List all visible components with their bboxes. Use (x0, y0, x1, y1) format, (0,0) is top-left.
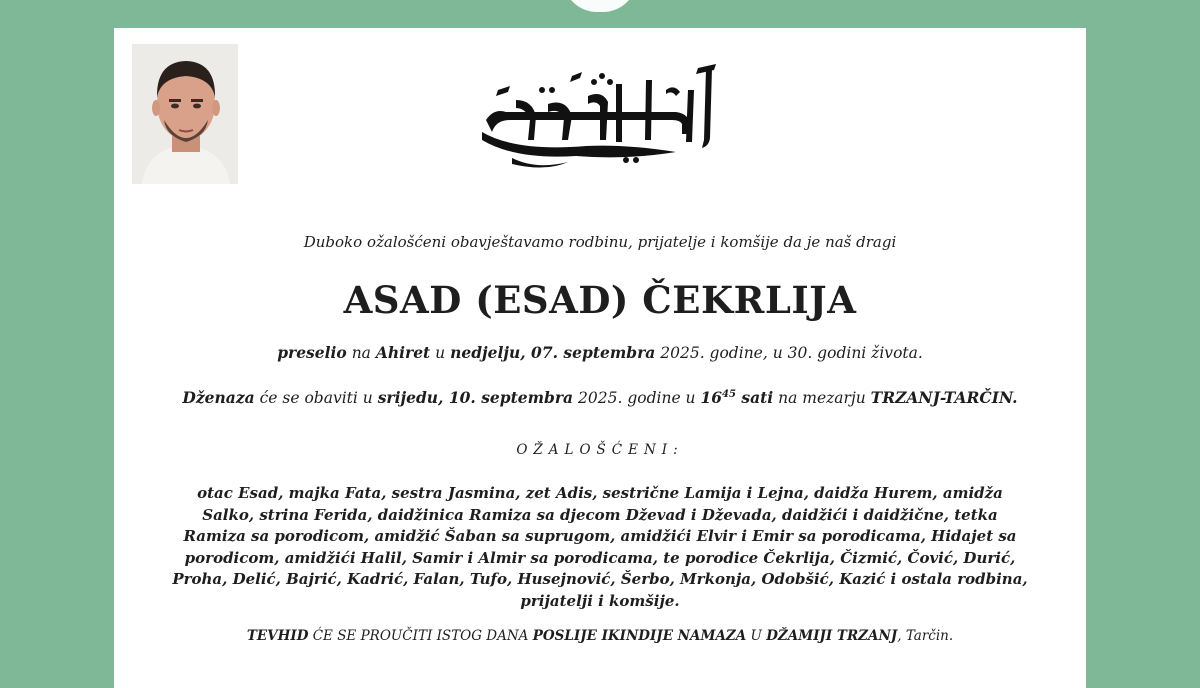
funeral-minutes: 45 (722, 388, 736, 400)
tevhid-label: TEVHID (246, 628, 309, 644)
mourners-line: prijatelji i komšije. (520, 591, 680, 610)
tevhid-text-2: U (746, 628, 767, 644)
funeral-text-1: će se obaviti u (254, 389, 378, 407)
funeral-sati: sati (735, 388, 774, 407)
funeral-place: TRZANJ-TARČIN. (870, 388, 1018, 407)
tevhid-text-1: ĆE SE PROUČITI ISTOG DANA (308, 628, 533, 644)
mourners-line: Salko, strina Ferida, daidžinica Ramiza sa djecom Dževad i Dževada, daidžići i daidžične, tetka (202, 505, 998, 524)
passing-ahiret: Ahiret (375, 343, 431, 362)
mourners-list (142, 483, 1058, 613)
mourners-line: otac Esad, majka Fata, sestra Jasmina, zet Adis, sestrične Lamija i Lejna, daidža Hurem, amidža (197, 484, 1003, 502)
tevhid-mosque: DŽAMIJI TRZANJ (766, 628, 898, 644)
passing-text-3: 2025. godine, u 30. godini života. (655, 344, 923, 362)
obituary-card (114, 28, 1086, 688)
arabic-calligraphy (476, 60, 726, 172)
funeral-date: srijedu, 10. septembra (377, 388, 574, 407)
intro-text: Duboko ožalošćeni obavještavamo rodbinu, prijatelje i komšije da je naš dragi (303, 233, 897, 251)
passing-date: nedjelju, 07. septembra (450, 343, 656, 362)
tevhid-line (114, 628, 1086, 644)
portrait-photo-icon (132, 44, 238, 184)
tevhid-text-3: , Tarčin. (897, 628, 954, 644)
funeral-hour: 16 (700, 388, 723, 407)
calligraphy-graphic (476, 60, 726, 172)
mourners-line: Proha, Delić, Bajrić, Kadrić, Falan, Tufo, Husejnović, Šerbo, Mrkonja, Odobšić, Kazić i ostala rodbina, (172, 570, 1028, 589)
top-emblem (563, 0, 637, 12)
mourners-heading: OŽALOŠĆENI: (516, 442, 684, 458)
passing-date-line (114, 343, 1086, 362)
deceased-name: ASAD (ESAD) ČEKRLIJA (343, 278, 857, 322)
deceased-photo (132, 44, 238, 184)
passing-text-1: na (346, 344, 376, 362)
tevhid-time: POSLIJE IKINDIJE NAMAZA (532, 628, 747, 644)
funeral-text-2: 2025. godine u (573, 389, 701, 407)
passing-verb: preselio (277, 343, 347, 362)
funeral-line (114, 388, 1086, 407)
mourners-line: Ramiza sa porodicom, amidžić Šaban sa suprugom, amidžići Elvir i Emir sa porodicama, Hidajet sa (183, 527, 1017, 546)
passing-text-2: u (430, 344, 451, 362)
mourners-line: porodicom, amidžići Halil, Samir i Almir sa porodicama, te porodice Čekrlija, Čizmić, Čović, Durić, (184, 548, 1016, 567)
funeral-text-3: na mezarju (773, 389, 871, 407)
funeral-label: Dženaza (182, 388, 255, 407)
